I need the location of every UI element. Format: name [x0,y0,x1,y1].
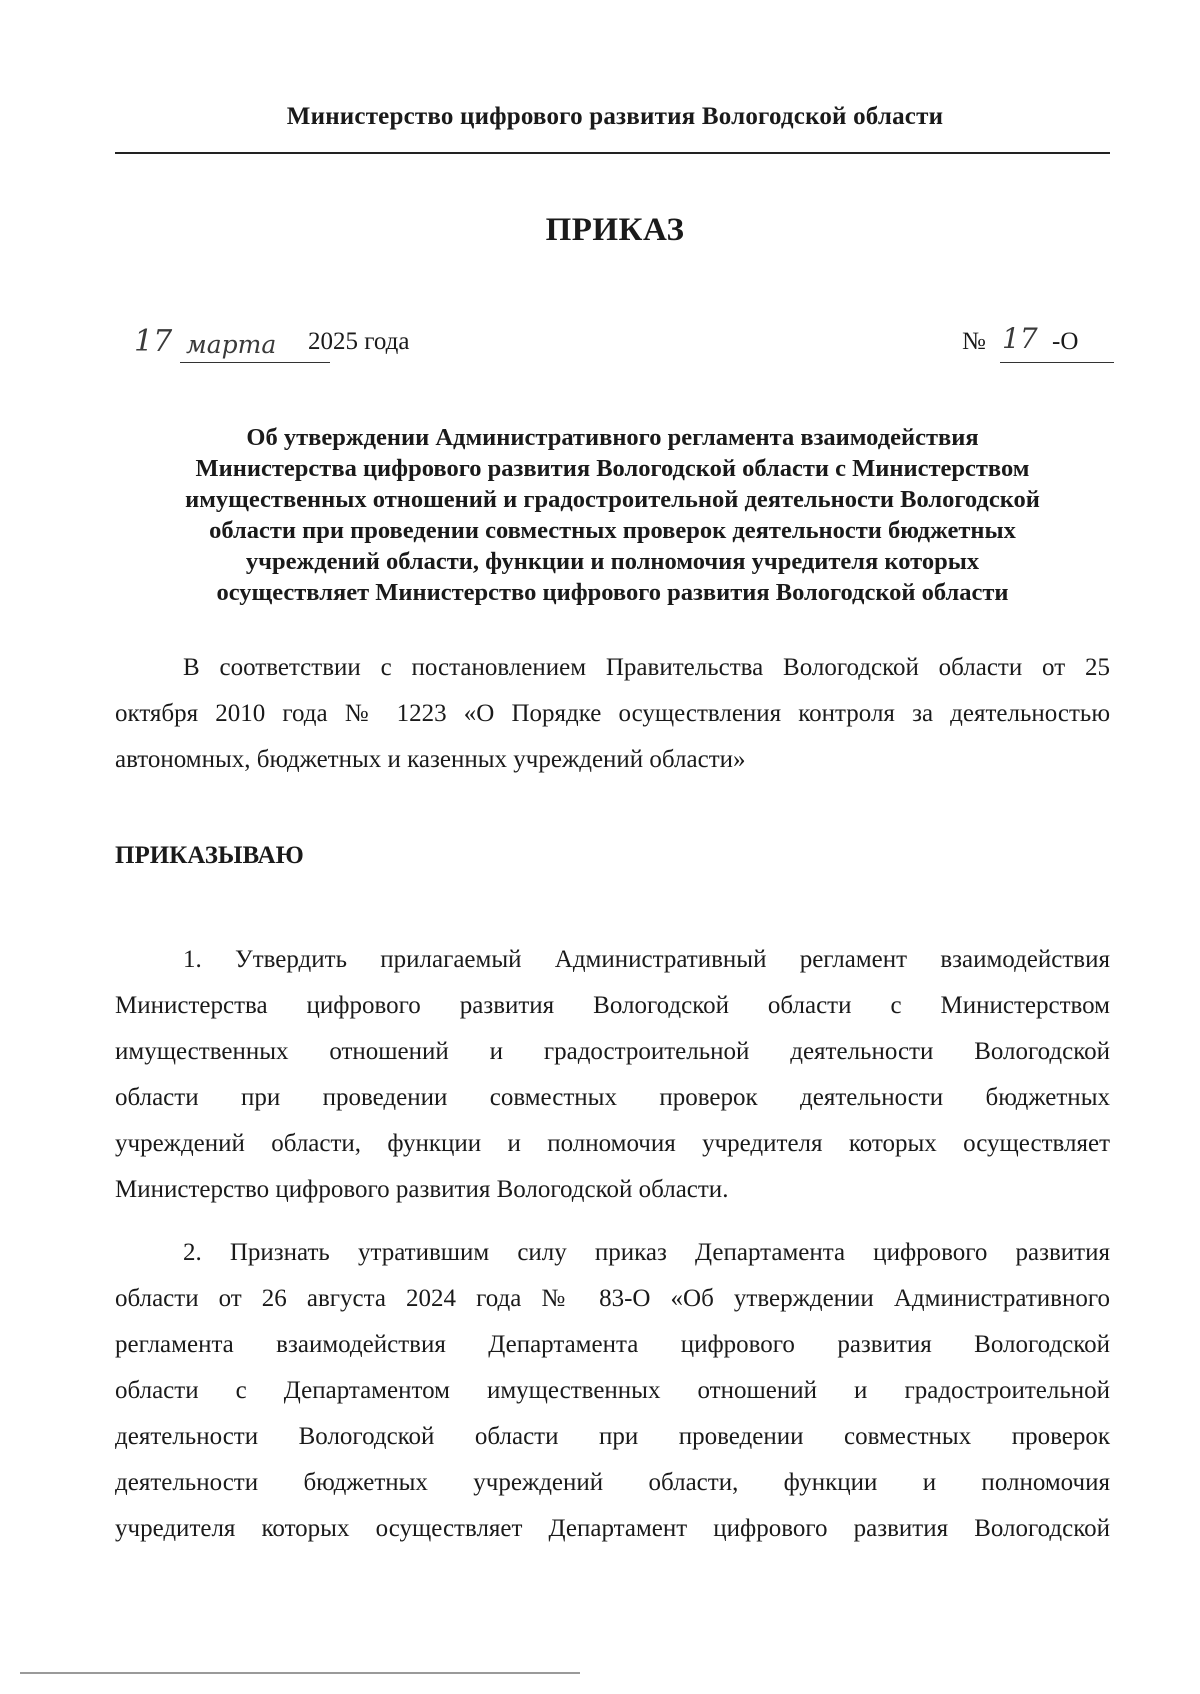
paragraph-line: 1. Утвердить прилагаемый Административный регламент взаимодействия [183,946,1110,973]
order-keyword: ПРИКАЗЫВАЮ [115,842,304,869]
paragraph-1 [115,937,1110,1213]
basis-line: В соответствии с постановлением Правительства Вологодской области от 25 [183,654,1110,681]
paragraph-line: области от 26 августа 2024 года № 83-О «Об утверждении Административного [115,1285,1110,1312]
title-line: осуществляет Министерство цифрового развития Вологодской области [216,579,1009,606]
title-line: Об утверждении Административного регламента взаимодействия [246,424,979,451]
paragraph-line: 2. Признать утратившим силу приказ Департамента цифрового развития [183,1239,1110,1266]
paragraph-line: учреждений области, функции и полномочия учредителя которых осуществляет [115,1130,1110,1157]
paragraph-line: имущественных отношений и градостроительной деятельности Вологодской [115,1038,1110,1065]
paragraph-line: Министерства цифрового развития Вологодской области с Министерством [115,992,1110,1019]
title-line: учреждений области, функции и полномочия учредителя которых [245,548,980,575]
paragraph-2 [115,1230,1110,1552]
date-underline [180,362,330,363]
number-underline [1000,362,1114,363]
order-number-suffix: -О [1052,328,1079,355]
number-sign: № [962,328,986,355]
basis-line: октября 2010 года № 1223 «О Порядке осуществления контроля за деятельностью [115,700,1110,727]
header-divider [115,152,1110,154]
handwritten-order-number: 17 [1002,322,1038,355]
date-number-row [130,320,1120,370]
organization-header: Министерство цифрового развития Вологодской области [286,103,944,130]
order-title [115,422,1110,608]
scan-edge-line [20,1672,580,1674]
title-line: Министерства цифрового развития Вологодской области с Министерством [195,455,1030,482]
paragraph-line: области с Департаментом имущественных отношений и градостроительной [115,1377,1110,1404]
paragraph-line: деятельности бюджетных учреждений области, функции и полномочия [115,1469,1110,1496]
paragraph-line: области при проведении совместных проверок деятельности бюджетных [115,1084,1110,1111]
title-line: области при проведении совместных проверок деятельности бюджетных [209,517,1016,544]
handwritten-date-day: 17 [134,324,173,359]
legal-basis-paragraph [115,645,1110,783]
paragraph-line: Министерство цифрового развития Вологодской области. [115,1176,729,1203]
paragraph-line: учредителя которых осуществляет Департамент цифрового развития Вологодской [115,1515,1110,1542]
basis-line: автономных, бюджетных и казенных учреждений области» [115,746,746,773]
title-line: имущественных отношений и градостроительной деятельности Вологодской [185,486,1040,513]
handwritten-date-month: марта [186,330,277,359]
document-type-title: ПРИКАЗ [545,212,685,248]
date-year: 2025 года [308,328,410,355]
paragraph-line: деятельности Вологодской области при проведении совместных проверок [115,1423,1110,1450]
paragraph-line: регламента взаимодействия Департамента цифрового развития Вологодской [115,1331,1110,1358]
